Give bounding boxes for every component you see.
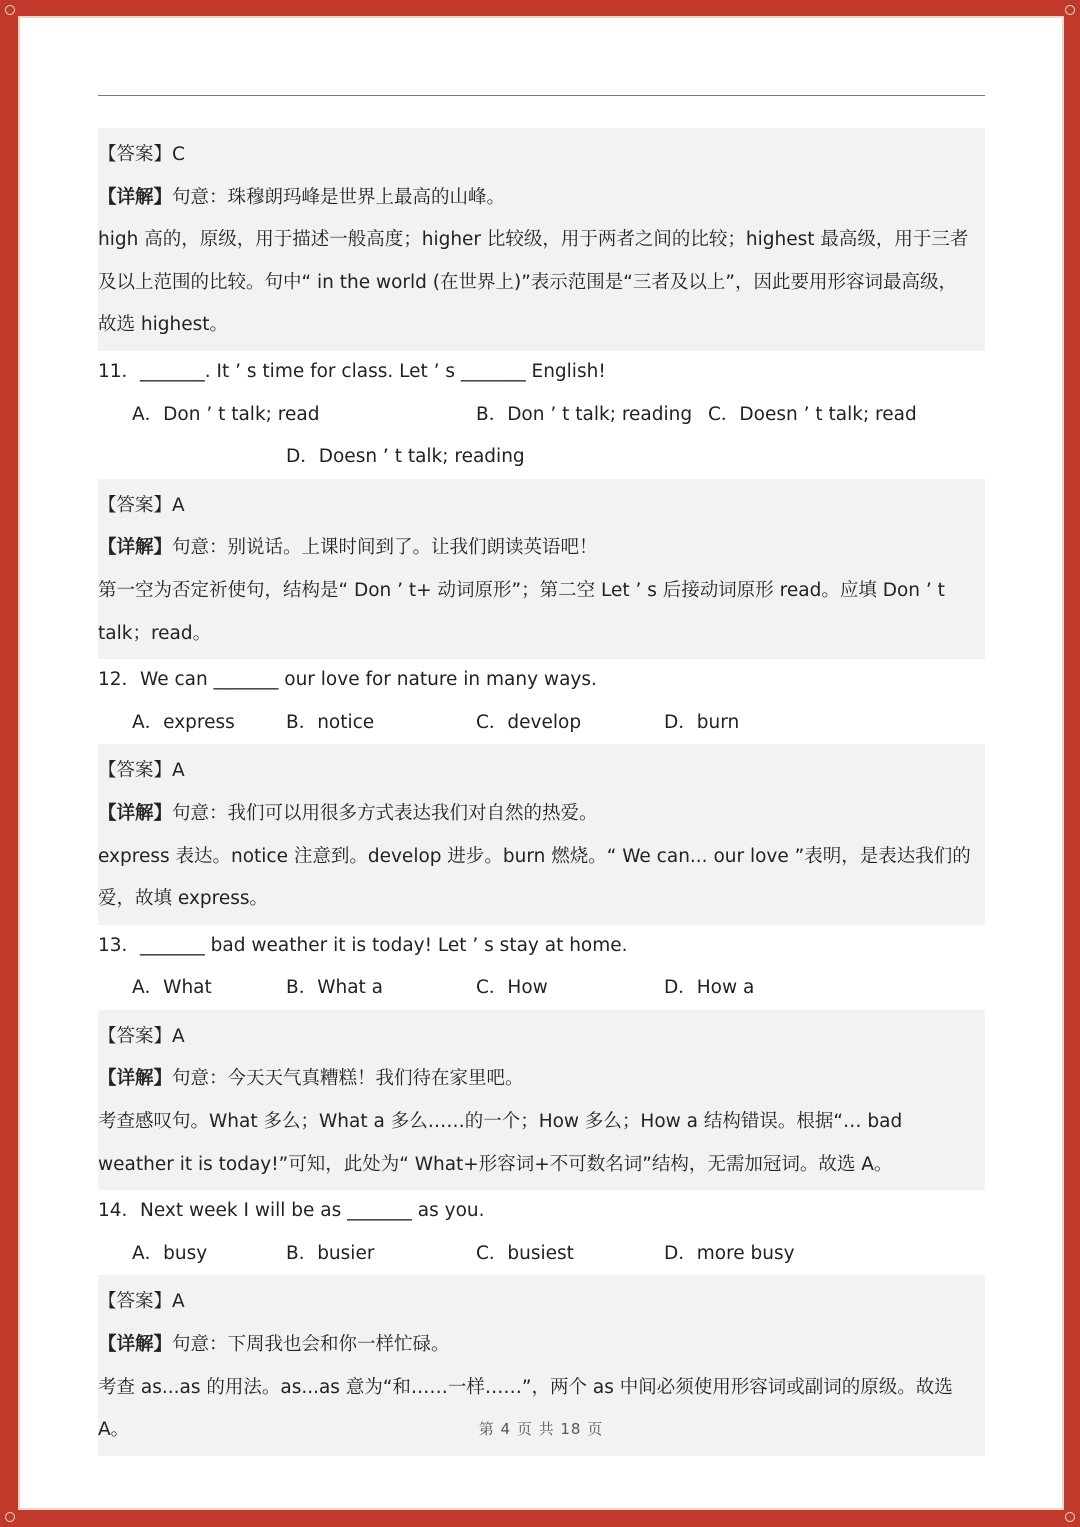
- explain-line: weather it is today!”可知，此处为“ What+形容词+不可数名词”结构，无需加冠词。故选 A。: [98, 1153, 893, 1175]
- answer-block-q12: [98, 744, 985, 924]
- explain-line: 爱，故填 express。: [98, 888, 268, 910]
- explain-line: 考查感叹句。What 多么；What a 多么……的一个；How 多么；How a 结构错误。根据“… bad: [98, 1111, 903, 1133]
- explain-line: A。: [98, 1419, 130, 1441]
- answer-block-q13: [98, 1010, 985, 1190]
- explain-line: 及以上范围的比较。句中“ in the world (在世界上)”表示范围是“三者及以上”，因此要用形容词最高级，: [98, 271, 957, 293]
- question-stem-12: 12．We can _______ our love for nature in many ways.: [98, 669, 597, 691]
- option-c[interactable]: C．busiest: [476, 1242, 574, 1264]
- question-stem-11: 11．_______. It ’ s time for class. Let ’ s _______ English!: [98, 360, 606, 382]
- answer-block-q10: [98, 128, 985, 351]
- option-c[interactable]: C．How: [476, 977, 548, 999]
- option-b[interactable]: B．Don ’ t talk; reading: [476, 403, 693, 425]
- option-d[interactable]: D．more busy: [664, 1242, 795, 1264]
- question-stem-14: 14．Next week I will be as _______ as you.: [98, 1200, 485, 1222]
- detail-text: 句意：今天天气真糟糕！我们待在家里吧。: [172, 1068, 524, 1090]
- corner-ornament-icon: [1065, 1512, 1075, 1522]
- explain-line: express 表达。notice 注意到。develop 进步。burn 燃烧。“ We can... our love ”表明，是表达我们的: [98, 845, 971, 867]
- question-stem-13: 13．_______ bad weather it is today! Let ’ s stay at home.: [98, 934, 628, 956]
- option-a[interactable]: A．busy: [132, 1242, 208, 1264]
- options-row-11a: [98, 394, 985, 437]
- document-page: [18, 16, 1064, 1510]
- options-row-11b: [98, 436, 985, 479]
- answer-line: 【答案】A: [98, 1025, 185, 1047]
- option-a[interactable]: A．What: [132, 977, 212, 999]
- corner-ornament-icon: [5, 1512, 15, 1522]
- header-rule: [98, 95, 985, 96]
- detail-label: 【详解】: [98, 802, 173, 824]
- detail-label: 【详解】: [98, 537, 173, 559]
- detail-line: [98, 1058, 981, 1101]
- option-d[interactable]: D．Doesn ’ t talk; reading: [286, 446, 525, 468]
- answer-line: 【答案】A: [98, 760, 185, 782]
- answer-line: 【答案】A: [98, 494, 185, 516]
- detail-line: [98, 527, 981, 570]
- detail-text: 句意：别说话。上课时间到了。让我们朗读英语吧！: [172, 537, 598, 559]
- answer-line: 【答案】A: [98, 1291, 185, 1313]
- detail-line: [98, 177, 981, 220]
- detail-line: [98, 1324, 981, 1367]
- corner-ornament-icon: [5, 5, 15, 15]
- options-row-13: [98, 967, 985, 1010]
- option-a[interactable]: A．Don ’ t talk; read: [132, 403, 320, 425]
- detail-label: 【详解】: [98, 1334, 173, 1356]
- option-c[interactable]: C．Doesn ’ t talk; read: [708, 403, 917, 425]
- detail-label: 【详解】: [98, 1068, 173, 1090]
- option-c[interactable]: C．develop: [476, 711, 582, 733]
- corner-ornament-icon: [1065, 5, 1075, 15]
- options-row-12: [98, 702, 985, 745]
- detail-label: 【详解】: [98, 186, 173, 208]
- detail-text: 句意：我们可以用很多方式表达我们对自然的热爱。: [172, 802, 598, 824]
- answer-block-q11: [98, 479, 985, 659]
- option-d[interactable]: D．burn: [664, 711, 740, 733]
- option-b[interactable]: B．What a: [286, 977, 384, 999]
- detail-line: [98, 793, 981, 836]
- option-b[interactable]: B．notice: [286, 711, 375, 733]
- page-content: [98, 128, 985, 1456]
- options-row-14: [98, 1233, 985, 1276]
- detail-text: 句意：珠穆朗玛峰是世界上最高的山峰。: [172, 186, 506, 208]
- page-footer: 第 4 页 共 18 页: [478, 1420, 604, 1438]
- explain-line: talk；read。: [98, 622, 212, 644]
- explain-line: 故选 highest。: [98, 314, 228, 336]
- answer-line: 【答案】C: [98, 144, 185, 165]
- explain-line: 第一空为否定祈使句，结构是“ Don ’ t+ 动词原形”；第二空 Let ’ s 后接动词原形 read。应填 Don ’ t: [98, 579, 945, 601]
- explain-line: high 高的，原级，用于描述一般高度；higher 比较级，用于两者之间的比较；highest 最高级，用于三者: [98, 229, 969, 251]
- option-d[interactable]: D．How a: [664, 977, 755, 999]
- option-b[interactable]: B．busier: [286, 1242, 375, 1264]
- detail-text: 句意：下周我也会和你一样忙碌。: [172, 1334, 450, 1356]
- explain-line: 考查 as...as 的用法。as...as 意为“和……一样……”，两个 as 中间必须使用形容词或副词的原级。故选: [98, 1376, 953, 1398]
- option-a[interactable]: A．express: [132, 711, 235, 733]
